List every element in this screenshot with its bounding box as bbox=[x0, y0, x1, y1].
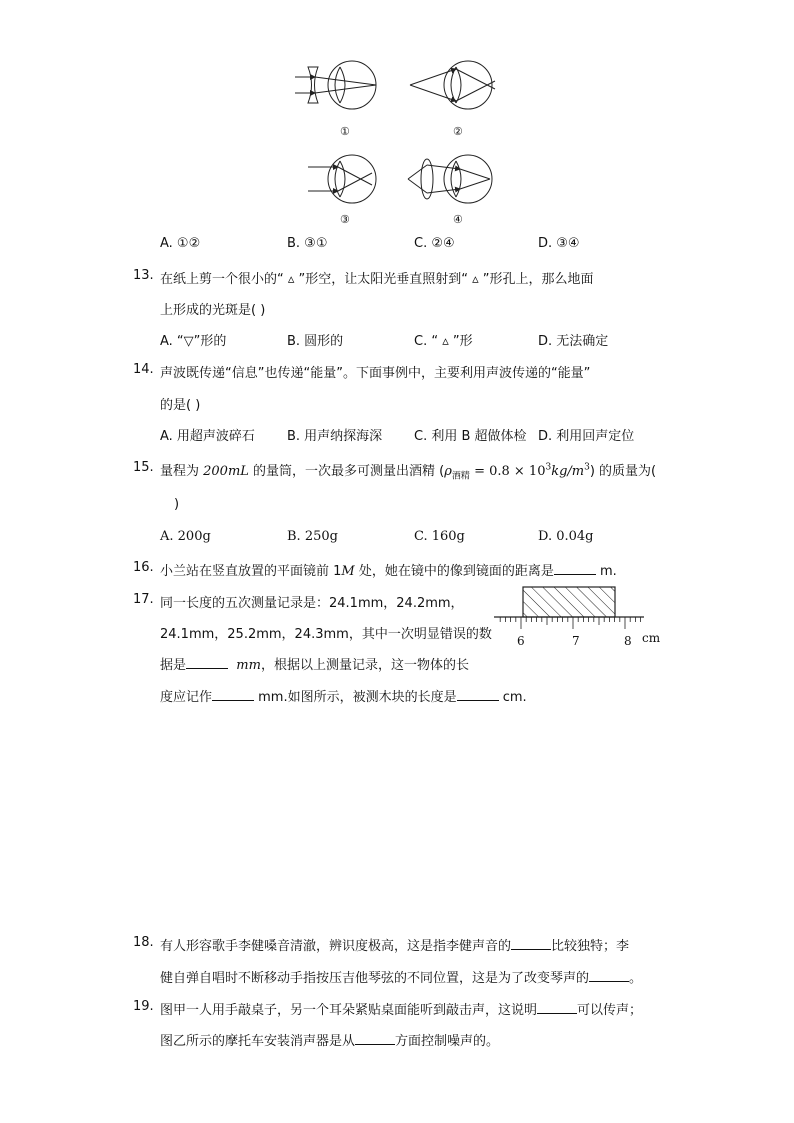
q17-line1: 同一长度的五次测量记录是：24.1mm，24.2mm， bbox=[160, 596, 464, 611]
ruler-label-7: 7 bbox=[572, 634, 580, 648]
q19-answer-blank-2[interactable] bbox=[355, 1032, 395, 1045]
q19-line1: 图甲一人用手敲桌子，另一个耳朵紧贴桌面能听到敲击声，这说明 可以传声； bbox=[160, 1003, 643, 1018]
q19-answer-blank-1[interactable] bbox=[537, 1001, 577, 1014]
q19-line2: 图乙所示的摩托车安装消声器是从 方面控制噪声的。 bbox=[160, 1034, 500, 1049]
q13-option-c: C. “ ▵ ”形 bbox=[414, 334, 473, 349]
q18-line1: 有人形容歌手李健嗓音清澈，辨识度极高，这是指李健声音的 比较独特；李 bbox=[160, 939, 630, 954]
q13-option-d: D. 无法确定 bbox=[538, 334, 609, 349]
q16-answer-blank[interactable] bbox=[554, 562, 596, 575]
figure-caption-3: ③ bbox=[340, 213, 350, 226]
figure-caption-2: ② bbox=[453, 125, 463, 138]
eye-diagram-1 bbox=[295, 61, 376, 109]
q15-line2: ) bbox=[174, 497, 180, 512]
q14-option-b: B. 用声纳探海深 bbox=[287, 429, 383, 444]
ruler-figure bbox=[494, 584, 644, 632]
q14-option-d: D. 利用回声定位 bbox=[538, 429, 635, 444]
q19-number: 19. bbox=[133, 999, 154, 1014]
q15-option-a: A. 200g bbox=[160, 529, 211, 544]
eye-diagram-2 bbox=[410, 61, 495, 109]
q17-line4: 度应记作 mm.如图所示，被测木块的长度是 cm. bbox=[160, 690, 527, 705]
q15-option-c: C. 160g bbox=[414, 529, 465, 544]
ruler-label-6: 6 bbox=[517, 634, 525, 648]
q15-line1: 量程为 200mL 的量筒，一次最多可测量出酒精 $(\rho_{酒精} = 0.8 \times 10^3kg/m^3)$ 的质量为( bbox=[160, 462, 657, 482]
q12-option-a: A. ①② bbox=[160, 236, 201, 251]
q17-number: 17. bbox=[133, 592, 154, 607]
eye-diagrams-figure bbox=[290, 55, 520, 235]
q15-option-b: B. 250g bbox=[287, 529, 338, 544]
q16-line: 小兰站在竖直放置的平面镜前 1M 处，她在镜中的像到镜面的距离是 m. bbox=[160, 564, 617, 579]
q16-number: 16. bbox=[133, 560, 154, 575]
q17-answer-blank-1[interactable] bbox=[186, 656, 228, 669]
ruler-ticks bbox=[500, 617, 640, 629]
q18-answer-blank-1[interactable] bbox=[511, 937, 551, 950]
q12-option-d: D. ③④ bbox=[538, 236, 580, 251]
q17-answer-blank-3[interactable] bbox=[457, 688, 499, 701]
q13-number: 13. bbox=[133, 268, 154, 283]
q15-option-d: D. 0.04g bbox=[538, 529, 594, 544]
q13-option-b: B. 圆形的 bbox=[287, 334, 344, 349]
q14-number: 14. bbox=[133, 362, 154, 377]
q12-option-c: C. ②④ bbox=[414, 236, 455, 251]
q17-line3: 据是 mm，根据以上测量记录，这一物体的长 bbox=[160, 658, 469, 673]
q14-option-a: A. 用超声波碎石 bbox=[160, 429, 255, 444]
q18-line2: 健自弹自唱时不断移动手指按压吉他琴弦的不同位置，这是为了改变琴声的 。 bbox=[160, 971, 643, 986]
q14-option-c: C. 利用 B 超做体检 bbox=[414, 429, 527, 444]
q13-option-a: A. “▽”形的 bbox=[160, 334, 227, 349]
q15-number: 15. bbox=[133, 460, 154, 475]
q14-line2: 的是( ) bbox=[160, 398, 201, 413]
eye-diagram-3 bbox=[308, 155, 376, 203]
eye-diagram-4 bbox=[408, 155, 492, 203]
q17-line2: 24.1mm，25.2mm，24.3mm，其中一次明显错误的数 bbox=[160, 627, 492, 642]
q17-answer-blank-2[interactable] bbox=[212, 688, 254, 701]
figure-caption-4: ④ bbox=[453, 213, 463, 226]
q13-line2: 上形成的光斑是( ) bbox=[160, 303, 266, 318]
ruler-label-8: 8 bbox=[624, 634, 632, 648]
q13-line1: 在纸上剪一个很小的“ ▵ ”形空，让太阳光垂直照射到“ ▵ ”形孔上，那么地面 bbox=[160, 272, 594, 287]
q18-number: 18. bbox=[133, 935, 154, 950]
ruler-unit: cm bbox=[642, 631, 661, 645]
q18-answer-blank-2[interactable] bbox=[589, 969, 629, 982]
q12-option-b: B. ③① bbox=[287, 236, 328, 251]
figure-caption-1: ① bbox=[340, 125, 350, 138]
q14-line1: 声波既传递“信息”也传递“能量”。下面事例中，主要利用声波传递的“能量” bbox=[160, 366, 591, 381]
wooden-block bbox=[523, 587, 615, 617]
